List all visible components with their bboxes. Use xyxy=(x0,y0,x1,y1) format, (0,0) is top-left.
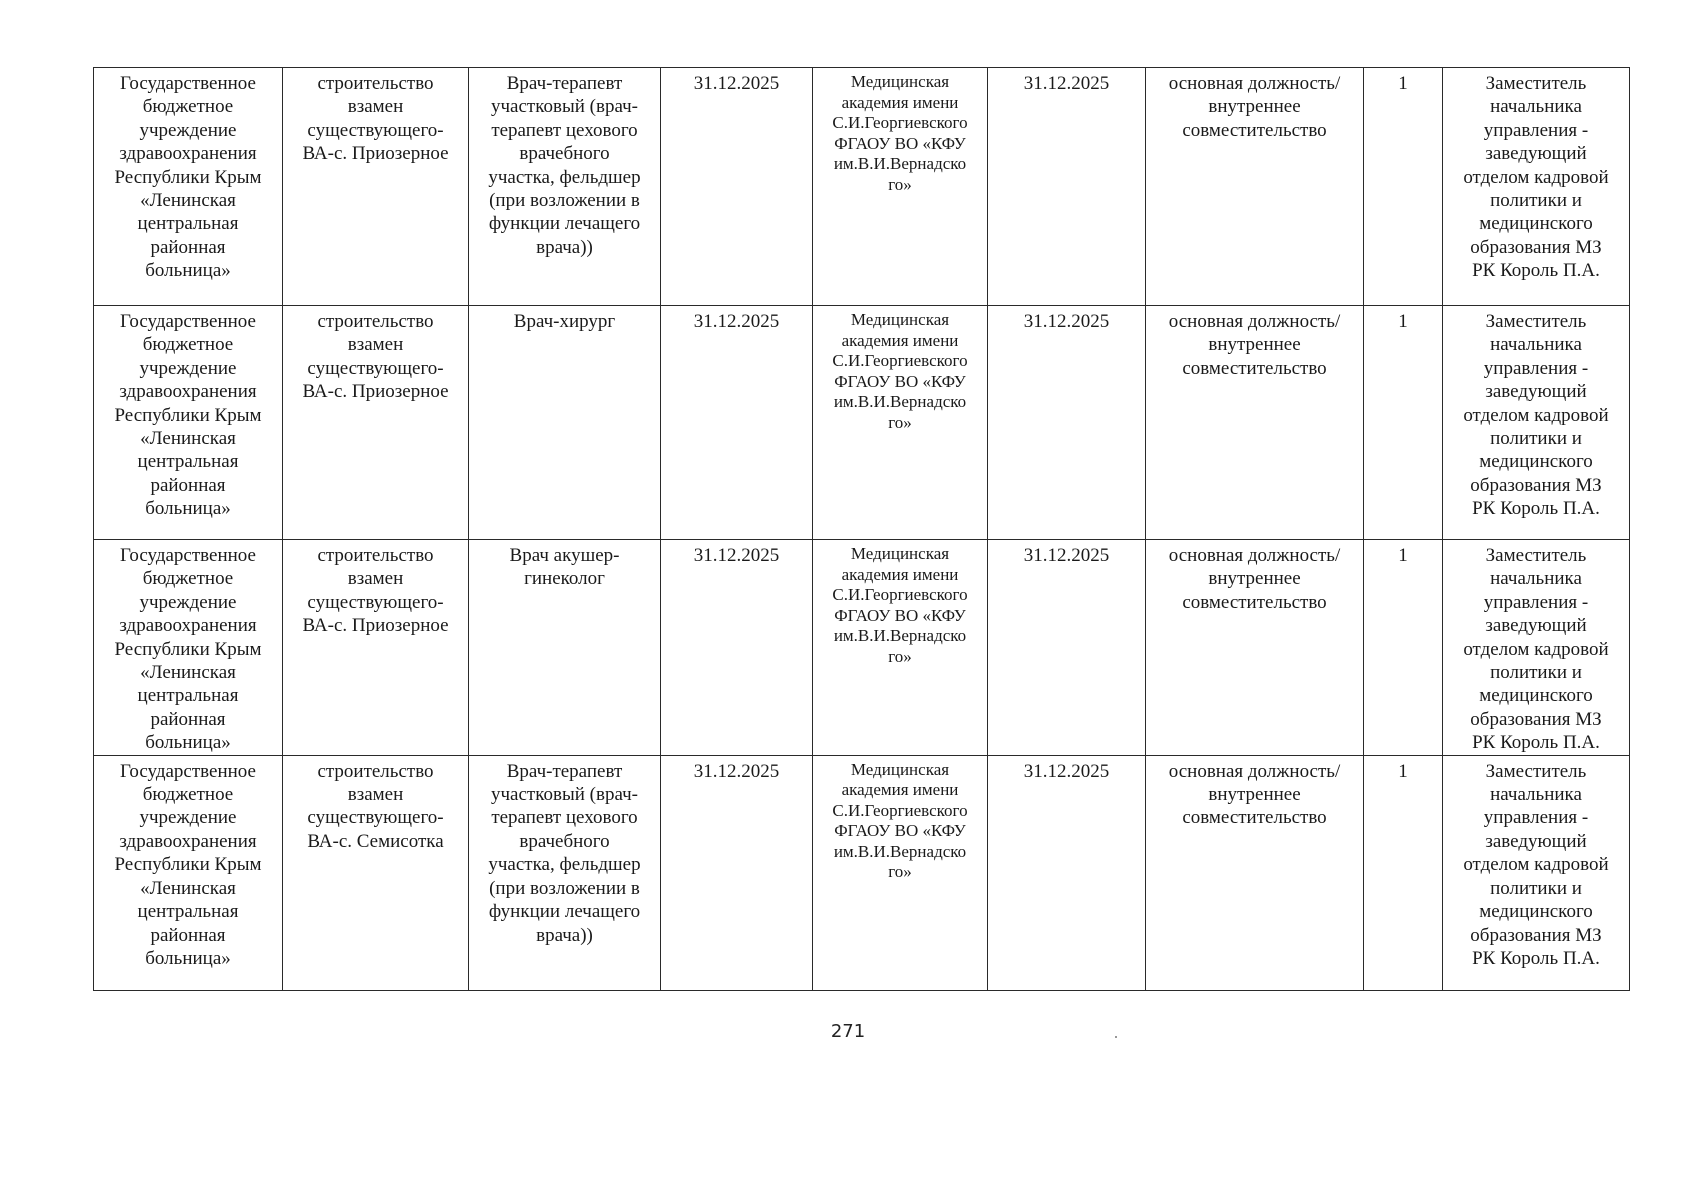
count-cell: 1 xyxy=(1364,68,1443,306)
completion-date-cell: 31.12.2025 xyxy=(988,68,1146,306)
position-cell: Врач-терапевт участковый (врач- терапевт цехового врачебного участка, фельдшер (при возложении в функции лечащего врача)) xyxy=(469,68,661,306)
reason-cell: строительство взамен существующего- ВА-с. Приозерное xyxy=(283,540,469,756)
table-row xyxy=(94,68,1630,306)
employment-type-cell: основная должность/ внутреннее совместительство xyxy=(1146,755,1364,990)
deadline-date-cell: 31.12.2025 xyxy=(661,755,813,990)
deadline-date-cell: 31.12.2025 xyxy=(661,68,813,306)
reason-cell: строительство взамен существующего- ВА-с. Семисотка xyxy=(283,755,469,990)
responsible-cell: Заместитель начальника управления - заведующий отделом кадровой политики и медицинского образования МЗ РК Король П.А. xyxy=(1443,68,1630,306)
academy-cell: Медицинская академия имени С.И.Георгиевского ФГАОУ ВО «КФУ им.В.И.Вернадско го» xyxy=(813,540,988,756)
position-cell: Врач акушер- гинеколог xyxy=(469,540,661,756)
completion-date-cell: 31.12.2025 xyxy=(988,755,1146,990)
employment-type-cell: основная должность/ внутреннее совместительство xyxy=(1146,540,1364,756)
position-cell: Врач-хирург xyxy=(469,306,661,540)
position-cell: Врач-терапевт участковый (врач- терапевт цехового врачебного участка, фельдшер (при возложении в функции лечащего врача)) xyxy=(469,755,661,990)
reason-cell: строительство взамен существующего- ВА-с. Приозерное xyxy=(283,306,469,540)
institution-cell: Государственное бюджетное учреждение здравоохранения Республики Крым «Ленинская центральная районная больница» xyxy=(94,755,283,990)
completion-date-cell: 31.12.2025 xyxy=(988,306,1146,540)
academy-cell: Медицинская академия имени С.И.Георгиевского ФГАОУ ВО «КФУ им.В.И.Вернадско го» xyxy=(813,755,988,990)
table-row xyxy=(94,755,1630,990)
table-row xyxy=(94,306,1630,540)
responsible-cell: Заместитель начальника управления - заведующий отделом кадровой политики и медицинского образования МЗ РК Король П.А. xyxy=(1443,755,1630,990)
institution-cell: Государственное бюджетное учреждение здравоохранения Республики Крым «Ленинская центральная районная больница» xyxy=(94,540,283,756)
deadline-date-cell: 31.12.2025 xyxy=(661,540,813,756)
academy-cell: Медицинская академия имени С.И.Георгиевского ФГАОУ ВО «КФУ им.В.И.Вернадско го» xyxy=(813,68,988,306)
reason-cell: строительство взамен существующего- ВА-с. Приозерное xyxy=(283,68,469,306)
count-cell: 1 xyxy=(1364,540,1443,756)
institution-cell: Государственное бюджетное учреждение здравоохранения Республики Крым «Ленинская центральная районная больница» xyxy=(94,68,283,306)
deadline-date-cell: 31.12.2025 xyxy=(661,306,813,540)
page-number: 271 xyxy=(830,1021,866,1042)
responsible-cell: Заместитель начальника управления - заведующий отделом кадровой политики и медицинского образования МЗ РК Король П.А. xyxy=(1443,540,1630,756)
count-cell: 1 xyxy=(1364,306,1443,540)
scan-speck xyxy=(1115,1036,1117,1038)
completion-date-cell: 31.12.2025 xyxy=(988,540,1146,756)
table-row xyxy=(94,540,1630,756)
employment-type-cell: основная должность/ внутреннее совместительство xyxy=(1146,68,1364,306)
responsible-cell: Заместитель начальника управления - заведующий отделом кадровой политики и медицинского образования МЗ РК Король П.А. xyxy=(1443,306,1630,540)
count-cell: 1 xyxy=(1364,755,1443,990)
employment-type-cell: основная должность/ внутреннее совместительство xyxy=(1146,306,1364,540)
academy-cell: Медицинская академия имени С.И.Георгиевского ФГАОУ ВО «КФУ им.В.И.Вернадско го» xyxy=(813,306,988,540)
staffing-table xyxy=(93,67,1630,991)
institution-cell: Государственное бюджетное учреждение здравоохранения Республики Крым «Ленинская центральная районная больница» xyxy=(94,306,283,540)
